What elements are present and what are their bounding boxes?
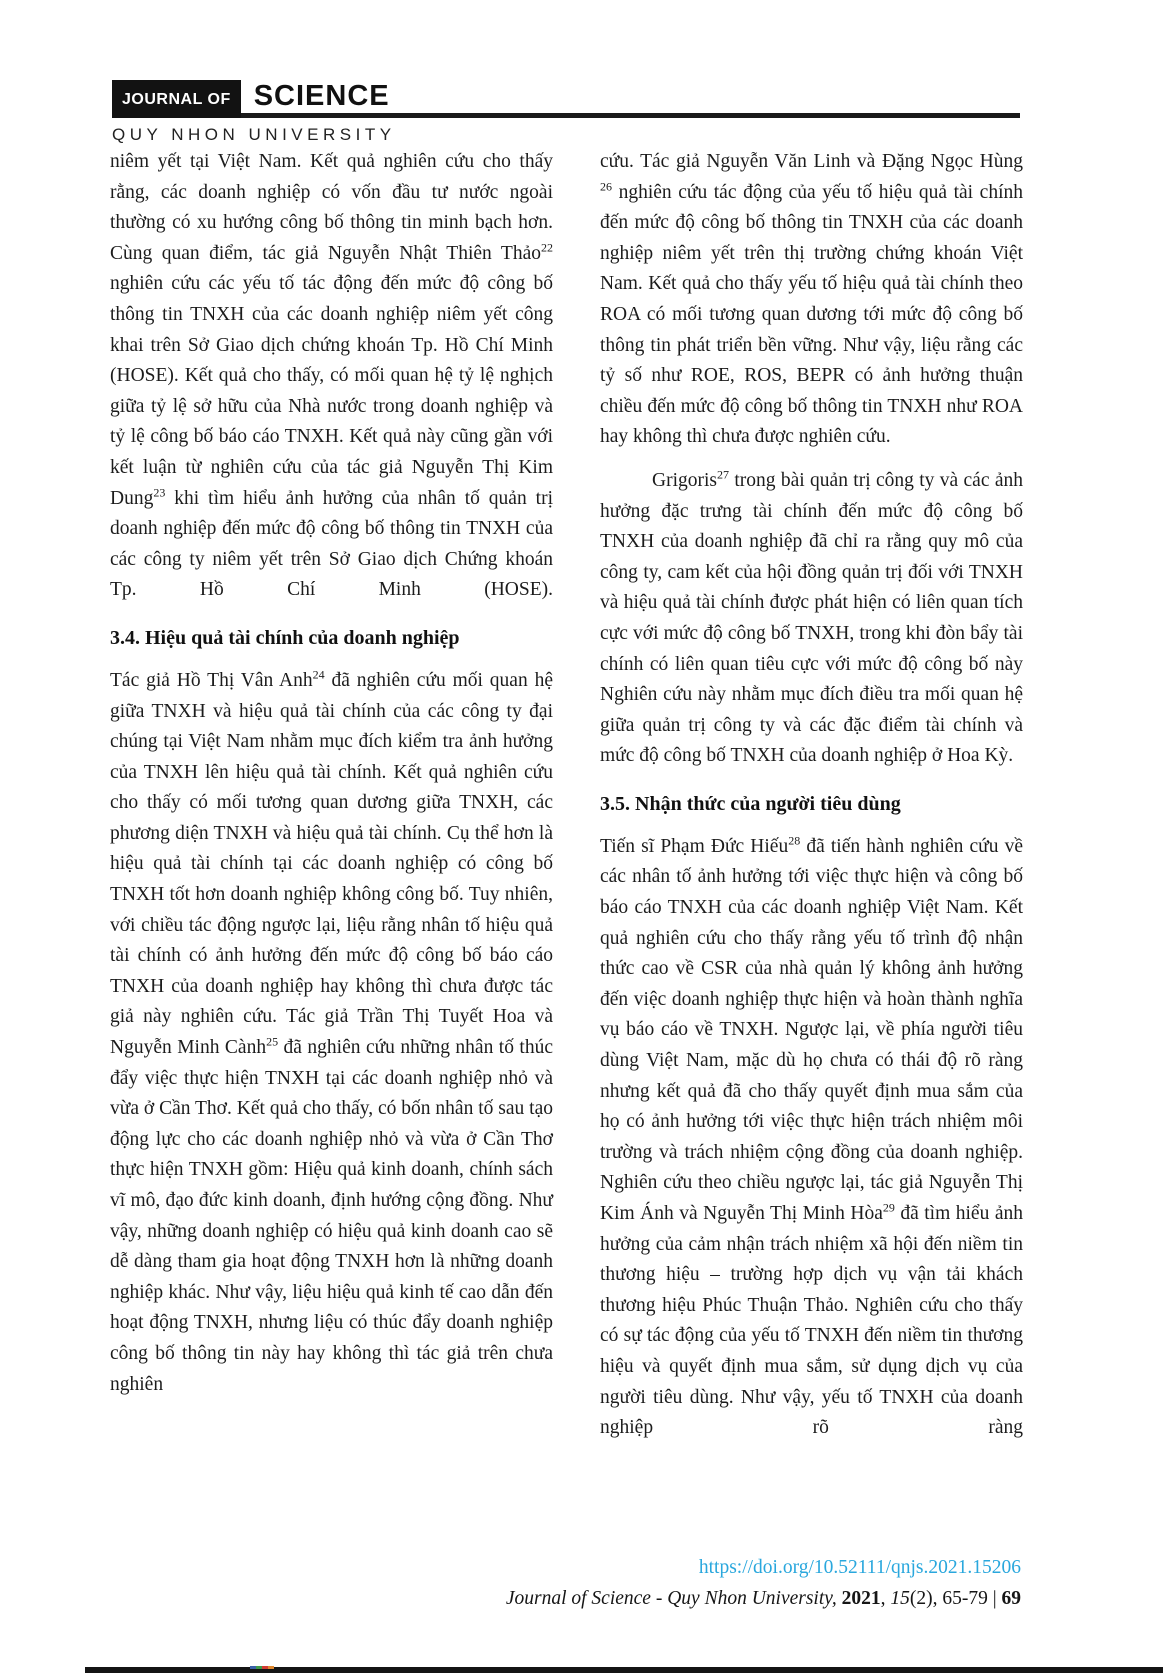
right-column — [600, 147, 1023, 1457]
science-wordmark-row — [241, 80, 1020, 118]
bottom-logo-sliver — [250, 1666, 274, 1669]
paragraph: Tác giả Hồ Thị Vân Anh$^{24}$ đã nghiên cứu mối quan hệ giữa TNXH và hiệu quả tài chính của các công ty đại chúng tại Việt Nam nhằm mục đích kiểm tra ảnh hưởng của TNXH lên hiệu quả tài chính. Kết quả nghiên cứu cho thấy có mối tương quan dương giữa TNXH, các phương diện TNXH và hiệu quả tài chính. Cụ thể hơn là hiệu quả tài chính tại các doanh nghiệp có công bố TNXH tốt hơn doanh nghiệp không công bố. Tuy nhiên, với chiều tác động ngược lại, liệu rằng nhân tố hiệu quả tài chính có ảnh hưởng đến mức độ công bố báo cáo TNXH của doanh nghiệp hay không thì chưa được tác giả này nghiên cứu. Tác giả Trần Thị Tuyết Hoa và Nguyễn Minh Cành$^{25}$ đã nghiên cứu những nhân tố thúc đẩy việc thực hiện TNXH tại các doanh nghiệp nhỏ và vừa ở Cần Thơ. Kết quả cho thấy, có bốn nhân tố sau tạo động lực cho các doanh nghiệp nhỏ và vừa ở Cần Thơ thực hiện TNXH gồm: Hiệu quả kinh doanh, chính sách vĩ mô, đạo đức kinh doanh, định hướng cộng đồng. Như vậy, những doanh nghiệp có hiệu quả kinh doanh cao sẽ dễ dàng tham gia hoạt động TNXH hơn là những doanh nghiệp khác. Như vậy, liệu hiệu quả kinh tế cao dẫn đến hoạt động TNXH, nhưng liệu có thúc đẩy doanh nghiệp công bố thông tin này hay không thì tác giả trên chưa nghiên — [110, 667, 554, 1395]
section-heading-3-4: 3.4. Hiệu quả tài chính của doanh nghiệp — [110, 626, 460, 649]
journal-of-badge — [112, 80, 241, 118]
section-heading-3-5: 3.5. Nhận thức của người tiêu dùng — [600, 792, 901, 815]
citation-line: Journal of Science - Quy Nhon University, 2021, 15(2), 65-79 | 69 — [505, 1588, 1021, 1609]
paragraph: cứu. Tác giả Nguyễn Văn Linh và Đặng Ngọc Hùng $^{26}$ nghiên cứu tác động của yếu tố hiệu quả tài chính đến mức độ công bố thông tin TNXH của các doanh nghiệp niêm yết trên thị trường chứng khoán Việt Nam. Kết quả cho thấy yếu tố hiệu quả tài chính theo ROA có mối tương quan dương tới mức độ công bố thông tin phát triển bền vững. Như vậy, liệu rằng các tỷ số như ROE, ROS, BEPR có ảnh hưởng thuận chiều đến mức độ công bố thông tin TNXH như ROA hay không thì chưa được nghiên cứu. — [600, 151, 1023, 448]
paragraph: niêm yết tại Việt Nam. Kết quả nghiên cứu cho thấy rằng, các doanh nghiệp có vốn đầu tư nước ngoài thường có xu hướng công bố thông tin minh bạch hơn. Cùng quan điểm, tác giả Nguyễn Nhật Thiên Thảo$^{22}$ nghiên cứu các yếu tố tác động đến mức độ công bố thông tin TNXH của các doanh nghiệp niêm yết công khai trên Sở Giao dịch chứng khoán Tp. Hồ Chí Minh (HOSE). Kết quả cho thấy, có mối quan hệ tỷ lệ nghịch giữa tỷ lệ sở hữu của Nhà nước trong doanh nghiệp và tỷ lệ công bố báo cáo TNXH. Kết quả này cũng gần với kết luận từ nghiên cứu của tác giả Nguyễn Thị Kim Dung$^{23}$ khi tìm hiểu ảnh hưởng của nhân tố quản trị doanh nghiệp đến mức độ công bố thông tin TNXH của các công ty niêm yết trên Sở Giao dịch Chứng khoán Tp. Hồ Chí Minh (HOSE). — [110, 151, 553, 601]
left-column — [110, 147, 553, 1413]
science-text: SCIENCE — [253, 80, 390, 112]
paragraph: Grigoris$^{27}$ trong bài quản trị công ty và các ảnh hưởng đặc trưng tài chính đến mức độ công bố TNXH của doanh nghiệp đã chỉ ra rằng quy mô của công ty, cam kết của hội đồng quản trị đối với TNXH và hiệu quả tài chính được phát hiện có liên quan tích cực với mức độ công bố TNXH, trong khi đòn bẩy tài chính có liên quan tiêu cực với mức độ công bố này Nghiên cứu này nhằm mục đích điều tra mối quan hệ giữa quản trị công ty và các đặc điểm tài chính và mức độ công bố TNXH của doanh nghiệp ở Hoa Kỳ. — [600, 467, 1023, 767]
page-footer — [506, 1552, 1021, 1614]
doi-link[interactable]: https://doi.org/10.52111/qnjs.2021.15206 — [698, 1557, 1021, 1578]
masthead — [112, 80, 1020, 145]
journal-of-text: JOURNAL OF — [122, 90, 231, 108]
doi-line — [506, 1552, 1021, 1583]
university-name: QUY NHON UNIVERSITY — [112, 125, 396, 144]
journal-logo — [112, 80, 1020, 118]
bottom-cutoff-bar — [85, 1667, 1163, 1673]
paragraph: Tiến sĩ Phạm Đức Hiếu$^{28}$ đã tiến hành nghiên cứu về các nhân tố ảnh hưởng tới việc thực hiện và công bố báo cáo TNXH của các doanh nghiệp Việt Nam. Kết quả nghiên cứu cho thấy rằng yếu tố trình độ nhận thức cao về CSR của nhà quản lý không ảnh hưởng đến việc doanh nghiệp thực hiện và hoàn thành nghĩa vụ báo cáo về TNXH. Ngược lại, về phía người tiêu dùng Việt Nam, mặc dù họ chưa có thái độ rõ ràng nhưng kết quả đã cho thấy quyết định mua sắm của họ có ảnh hưởng tới việc thực hiện trách nhiệm môi trường và trách nhiệm cộng đồng của doanh nghiệp. Nghiên cứu theo chiều ngược lại, tác giả Nguyễn Thị Kim Ánh và Nguyễn Thị Minh Hòa$^{29}$ đã tìm hiểu ảnh hưởng của cảm nhận trách nhiệm xã hội đến niềm tin thương hiệu – trường hợp dịch vụ vận tải khách thương hiệu Phúc Thuận Thảo. Nghiên cứu cho thấy có sự tác động của yếu tố TNXH đến niềm tin thương hiệu và quyết định mua sắm, sử dụng dịch vụ của người tiêu dùng. Như vậy, yếu tố TNXH của doanh nghiệp rõ ràng — [600, 833, 1023, 1439]
